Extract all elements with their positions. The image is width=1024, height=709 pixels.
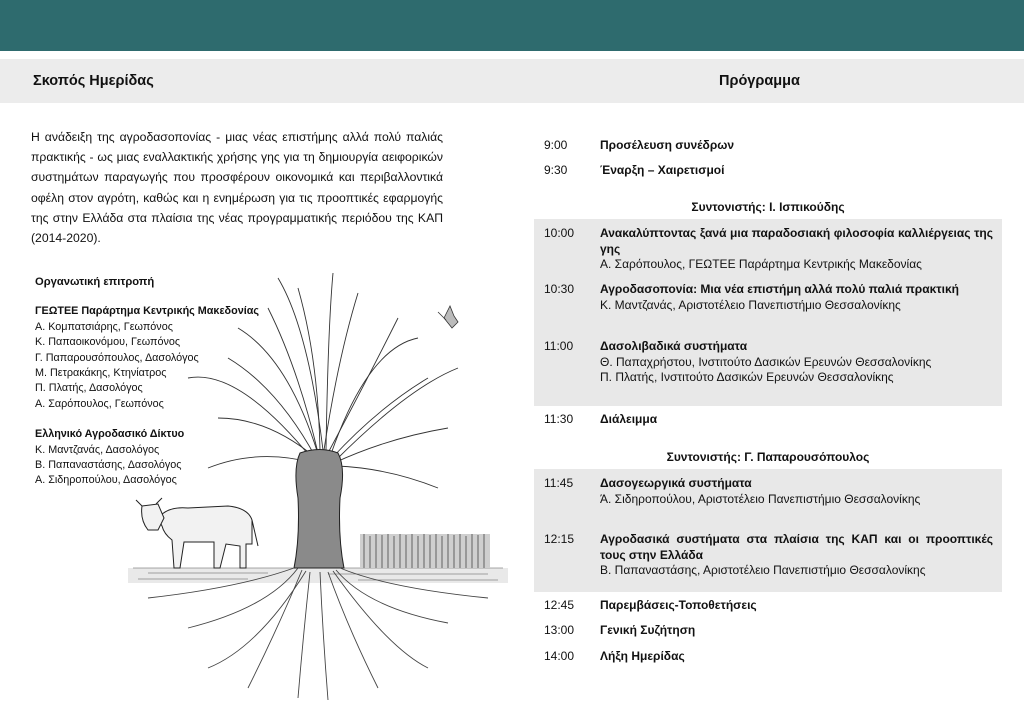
- program-title: Δασολιβαδικά συστήματα: [600, 339, 748, 353]
- session-chair: Συντονιστής: Ι. Ισπικούδης: [691, 200, 845, 214]
- program-time: 14:00: [544, 649, 575, 663]
- committee-member: Κ. Παπαοικονόμου, Γεωπόνος: [35, 336, 181, 349]
- program-row: [534, 412, 1002, 432]
- committee-member: Α. Κομπατσιάρης, Γεωπόνος: [35, 320, 173, 333]
- program-title: Έναρξη – Χαιρετισμοί: [600, 163, 725, 177]
- committee-group-name: ΓΕΩΤΕΕ Παράρτημα Κεντρικής Μακεδονίας: [35, 305, 259, 318]
- organizing-committee: [35, 275, 315, 489]
- program-time: 11:00: [544, 339, 574, 353]
- committee-member: Μ. Πετρακάκης, Κτηνίατρος: [35, 367, 167, 380]
- program-speaker: Ά. Σιδηροπούλου, Αριστοτέλειο Πανεπιστήμιο Θεσσαλονίκης: [600, 491, 921, 506]
- session-chair: Συντονιστής: Γ. Παπαρουσόπουλος: [666, 450, 870, 464]
- program-row: [534, 138, 1002, 158]
- program-time: 12:45: [544, 598, 575, 612]
- program-speaker: Π. Πλατής, Ινστιτούτο Δασικών Ερευνών Θεσσαλονίκης: [600, 370, 894, 384]
- program-title: Γενική Συζήτηση: [600, 623, 696, 637]
- committee-member: Α. Σιδηροπούλου, Δασολόγος: [35, 474, 177, 487]
- program-title: Δασογεωργικά συστήματα: [600, 476, 752, 490]
- program-title: Αγροδασοπονία: Μια νέα επιστήμη αλλά πολύ παλιά πρακτική: [600, 282, 959, 296]
- program-time: 13:00: [544, 623, 575, 637]
- intro-paragraph: Η ανάδειξη της αγροδασοπονίας - μιας νέας επιστήμης αλλά πολύ παλιάς πρακτικής - ως μιας εναλλακτικής χρήσης γης για τη δημιουργία αειφορικών συστημάτων παραγωγής που προσφέρουν οικονομικά και περιβαλλοντικά οφέλη στον αγρότη, καθώς και η ενημέρωση για τις προοπτικές εφαρμογής της στην Ελλάδα στα πλαίσια της νέας προγραμματικής περιόδου της ΚΑΠ (2014-2020).: [31, 130, 443, 246]
- program-row: [534, 649, 1002, 669]
- program-title: Διάλειμμα: [600, 412, 658, 426]
- hedge-icon: [360, 534, 490, 568]
- committee-group-name: Ελληνικό Αγροδασικό Δίκτυο: [35, 428, 185, 441]
- program-time: 9:00: [544, 138, 568, 152]
- purpose-title: Σκοπός Ημερίδας: [33, 73, 154, 89]
- bird-icon: [438, 306, 458, 328]
- program-speaker: Β. Παπαναστάσης, Αριστοτέλειο Πανεπιστήμιο Θεσσαλονίκης: [600, 563, 926, 577]
- program-title: Προσέλευση συνέδρων: [600, 138, 735, 152]
- section-header-band: [0, 59, 1024, 103]
- committee-group: [35, 304, 315, 412]
- program-row: [534, 598, 1002, 618]
- program-speaker: Θ. Παπαχρήστου, Ινστιτούτο Δασικών Ερευνών Θεσσαλονίκης: [600, 354, 932, 369]
- committee-group: [35, 427, 315, 489]
- committee-member: Κ. Μαντζανάς, Δασολόγος: [35, 443, 160, 456]
- program-row: [534, 623, 1002, 643]
- committee-heading: Οργανωτική επιτροπή: [35, 276, 155, 288]
- program-time: 10:30: [544, 282, 575, 296]
- program-speaker: Κ. Μαντζανάς, Αριστοτέλειο Πανεπιστήμιο Θεσσαλονίκης: [600, 297, 901, 312]
- program-time: 12:15: [544, 532, 575, 546]
- committee-member: Β. Παπαναστάσης, Δασολόγος: [35, 459, 182, 472]
- session-block: [534, 219, 1002, 406]
- program-time: 10:00: [544, 226, 575, 240]
- tree-roots: [148, 568, 488, 700]
- committee-member: Α. Σαρόπουλος, Γεωπόνος: [35, 397, 164, 410]
- program-time: 11:45: [544, 476, 574, 490]
- committee-member: Γ. Παπαρουσόπουλος, Δασολόγος: [35, 351, 199, 364]
- top-color-bar: [0, 0, 1024, 51]
- program-title: Λήξη Ημερίδας: [600, 649, 685, 663]
- ground-field: [128, 568, 508, 583]
- program-title: Αγροδασικά συστήματα στα πλαίσια της ΚΑΠ και οι προοπτικές τους στην Ελλάδα: [600, 532, 993, 562]
- cow-icon: [136, 498, 258, 568]
- program-speaker: Α. Σαρόπουλος, ΓΕΩΤΕΕ Παράρτημα Κεντρικής Μακεδονίας: [600, 257, 922, 271]
- program-row: [534, 163, 1002, 183]
- committee-member: Π. Πλατής, Δασολόγος: [35, 382, 143, 395]
- program-time: 9:30: [544, 163, 568, 177]
- program-title: Παρεμβάσεις-Τοποθετήσεις: [600, 598, 757, 612]
- program-title: Πρόγραμμα: [719, 73, 800, 89]
- program-time: 11:30: [544, 412, 574, 426]
- program-title: Ανακαλύπτοντας ξανά μια παραδοσιακή φιλοσοφία καλλιέργειας της γης: [600, 226, 993, 256]
- session-block: [534, 469, 1002, 592]
